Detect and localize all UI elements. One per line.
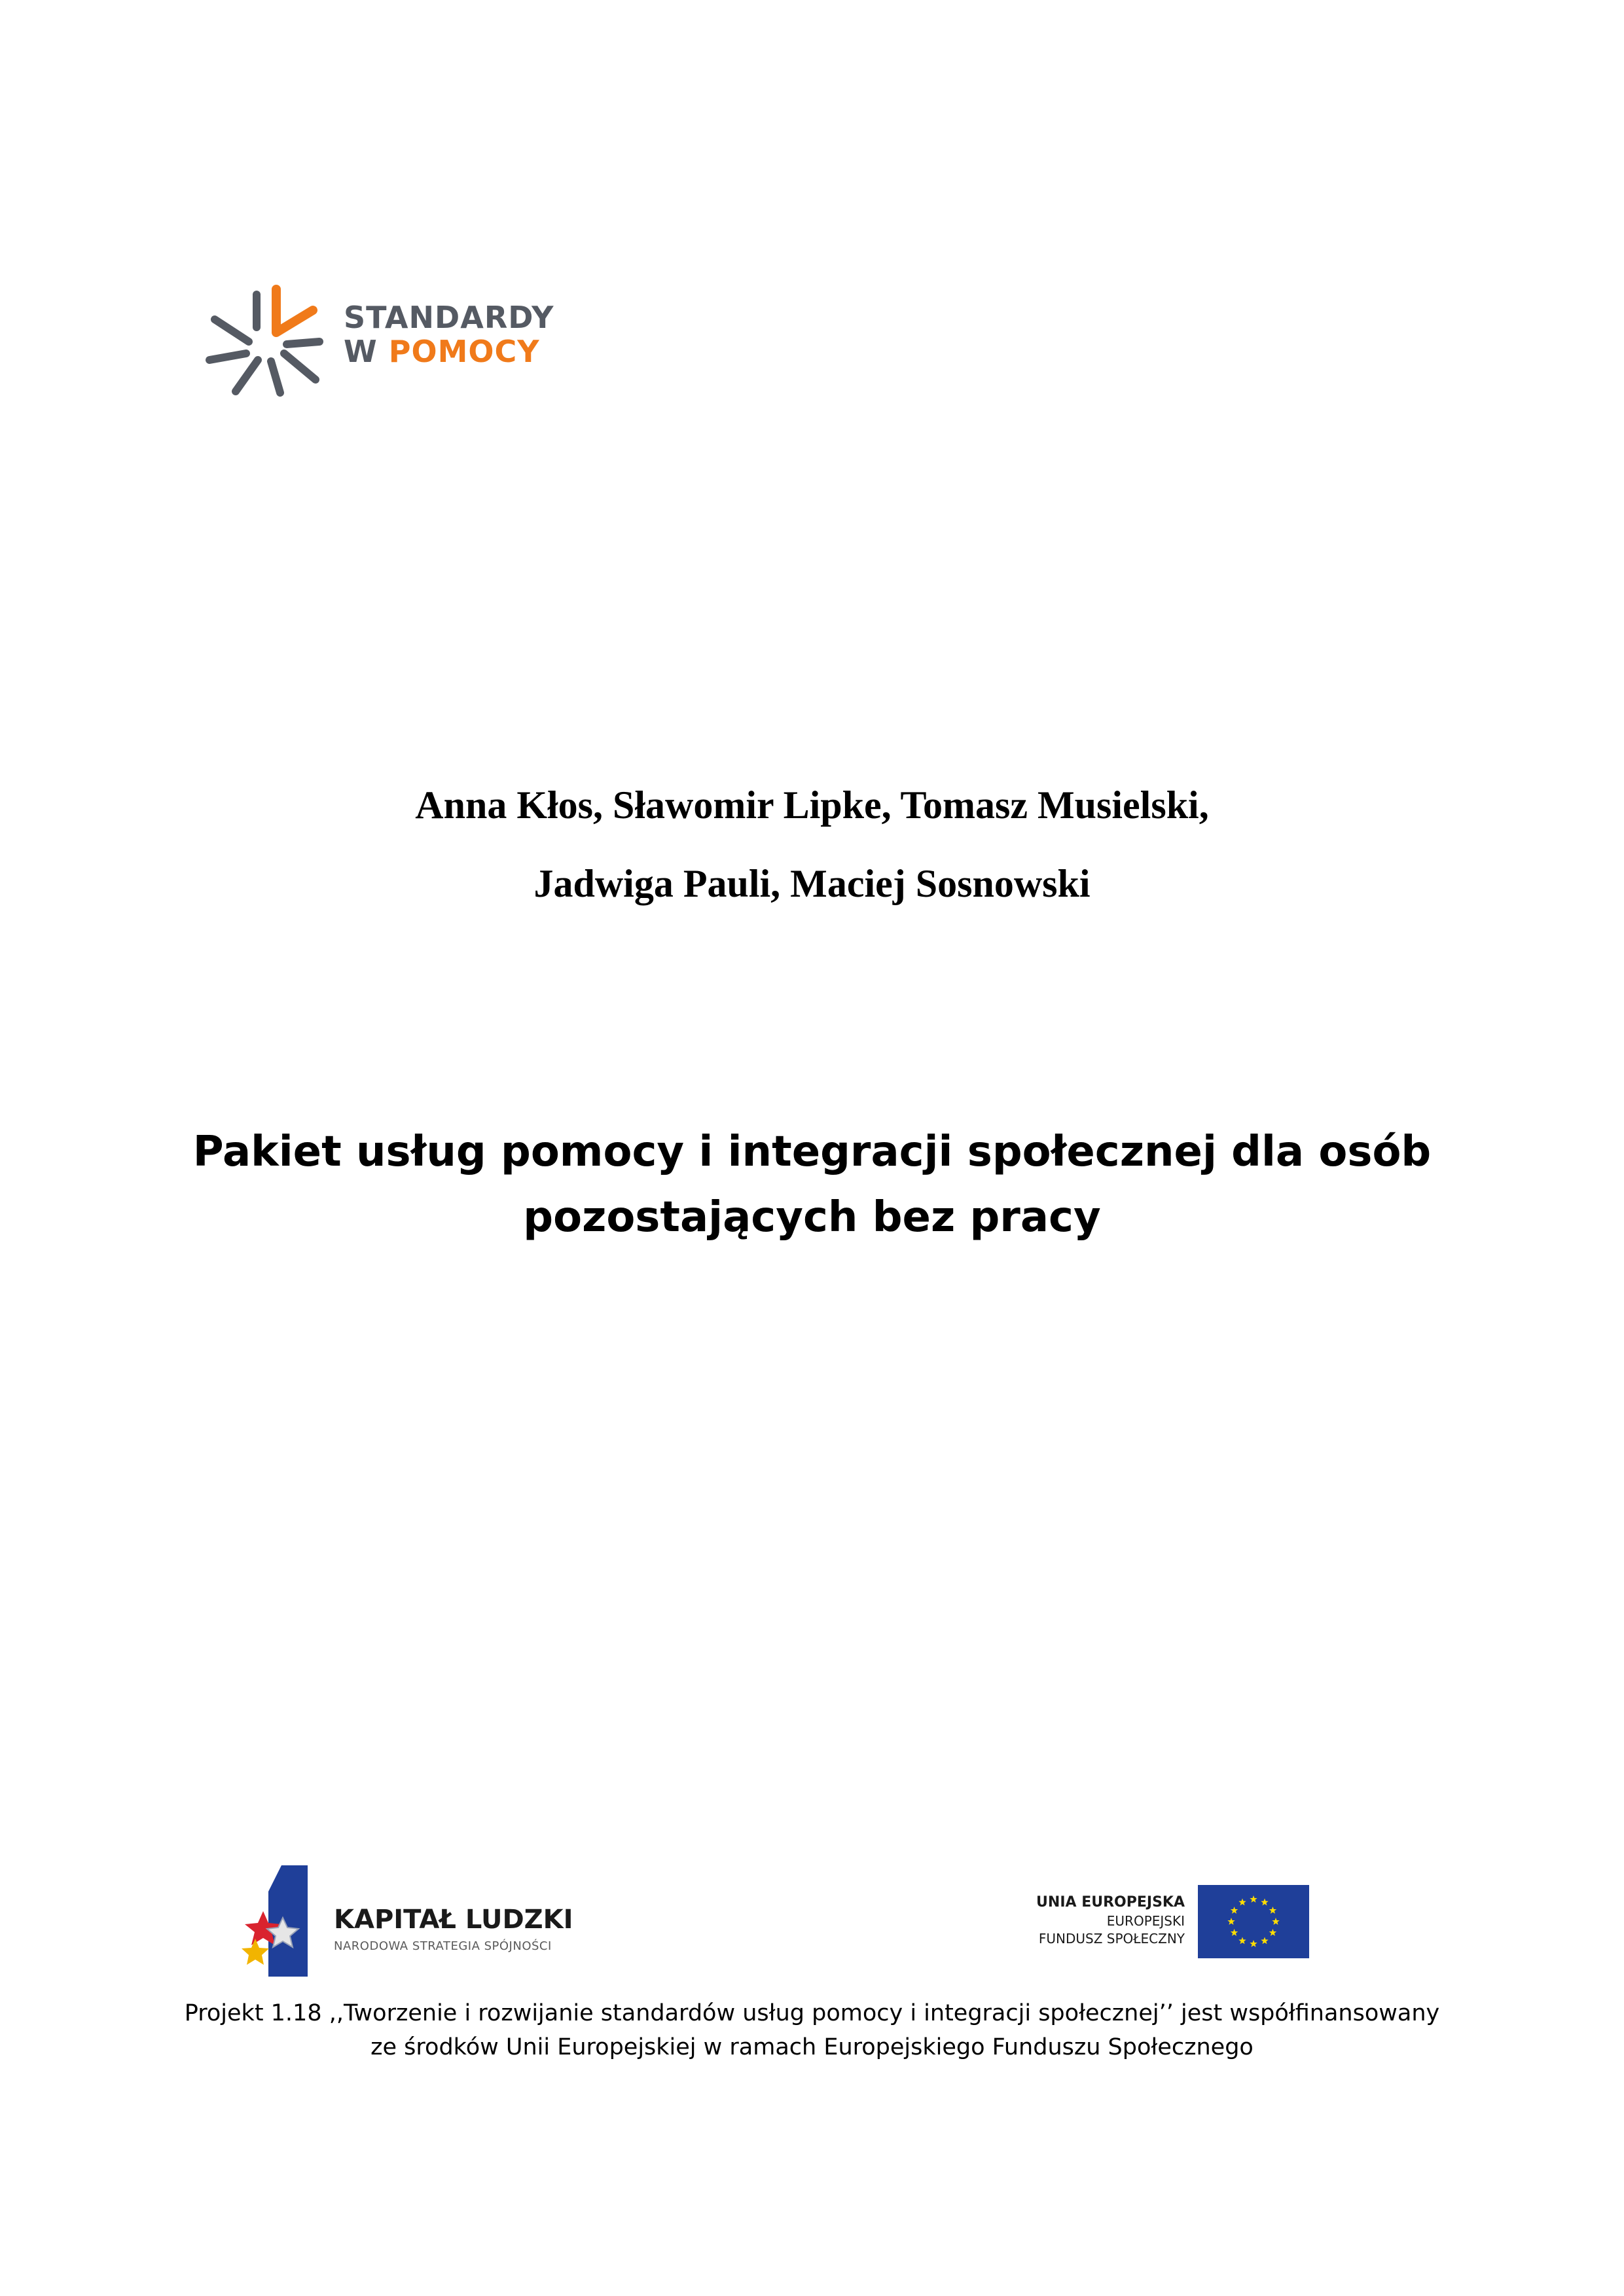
ue-text (1036, 1893, 1185, 1948)
ue-text-line-1: UNIA EUROPEJSKA (1036, 1894, 1185, 1910)
standardy-star-icon (203, 281, 334, 399)
logo-text-standardy: STANDARDY (344, 300, 554, 335)
kapital-ludzki-name: KAPITAŁ LUDZKI (334, 1905, 573, 1935)
footer-line-1: Projekt 1.18 ,,Tworzenie i rozwijanie standardów usług pomocy i integracji społecznej’’ jest współfinansowany (184, 2000, 1440, 2026)
kapital-ludzki-logo (236, 1865, 602, 1977)
standardy-w-pomocy-logo (203, 275, 569, 412)
title-line-2: pozostających bez pracy (523, 1193, 1101, 1242)
logo-text-w-pomocy (344, 334, 540, 369)
ue-text-line-2: EUROPEJSKI (1106, 1913, 1185, 1929)
title-line-1: Pakiet usług pomocy i integracji społecznej dla osób (192, 1128, 1432, 1176)
kapital-ludzki-emblem-icon (236, 1865, 314, 1977)
footer-funding-note (0, 1996, 1624, 2064)
authors (0, 766, 1624, 923)
ue-text-line-3: FUNDUSZ SPOŁECZNY (1038, 1931, 1185, 1946)
document-title (0, 1119, 1624, 1250)
authors-line-1: Anna Kłos, Sławomir Lipke, Tomasz Musielski, (415, 783, 1209, 827)
logo-text-w: W (344, 334, 378, 369)
kapital-ludzki-subtitle: NARODOWA STRATEGIA SPÓJNOŚCI (334, 1939, 552, 1953)
logo-text-pomocy: POMOCY (388, 334, 540, 369)
authors-line-2: Jadwiga Pauli, Maciej Sosnowski (533, 862, 1091, 905)
footer-line-2: ze środków Unii Europejskiej w ramach Europejskiego Funduszu Społecznego (370, 2034, 1254, 2060)
unia-europejska-logo (1021, 1885, 1309, 1964)
eu-flag-icon (1198, 1885, 1309, 1958)
